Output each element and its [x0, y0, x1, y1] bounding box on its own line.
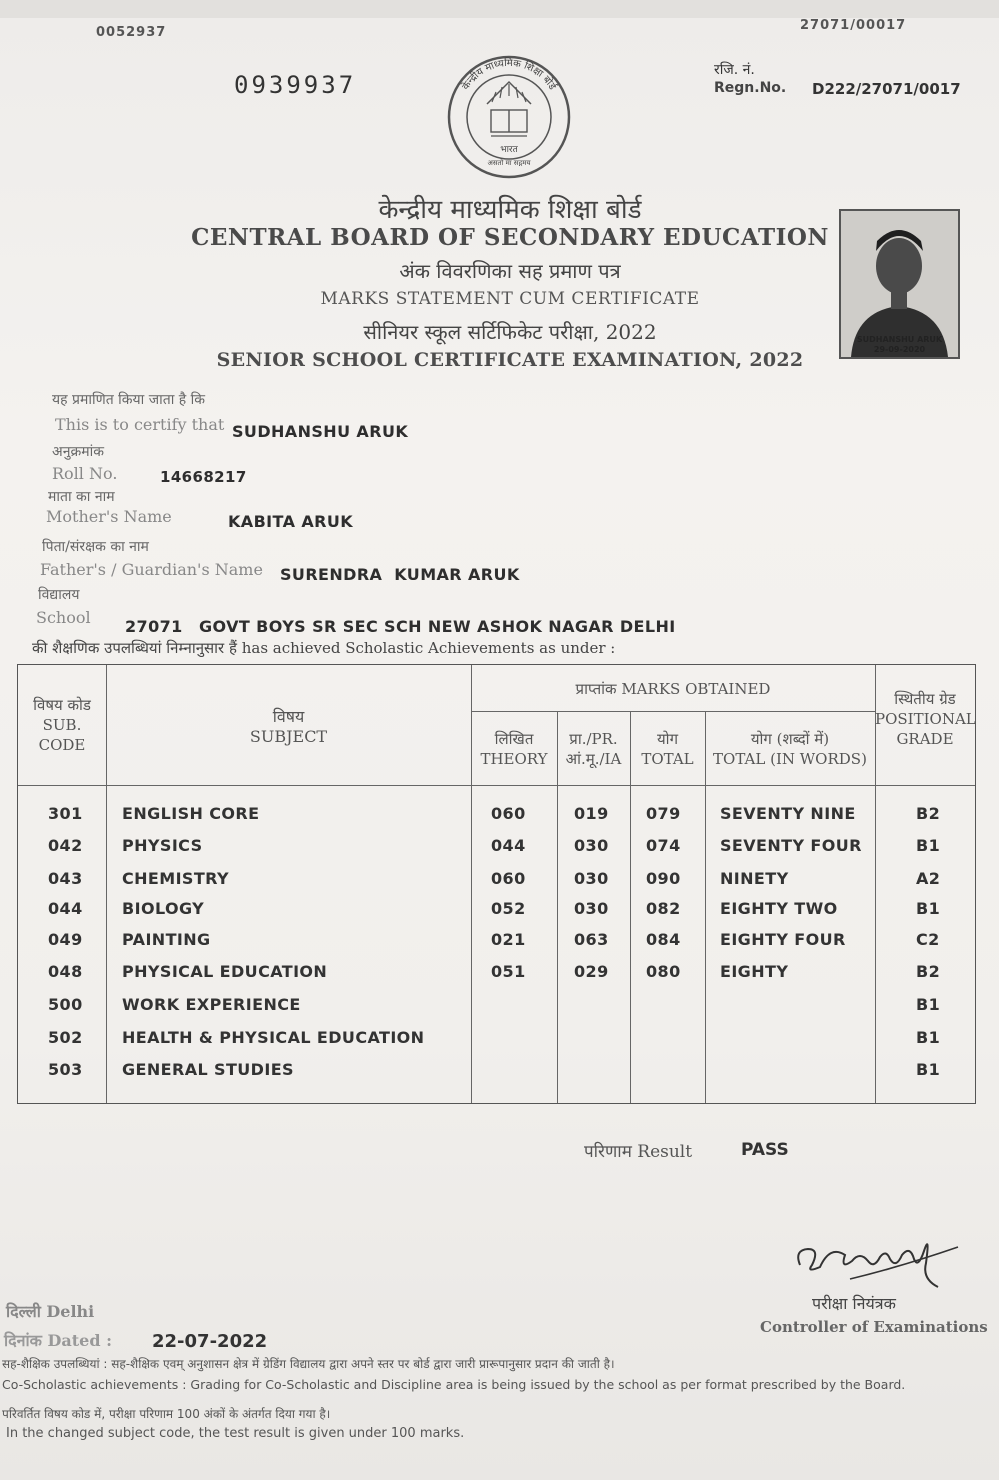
cell-total: 079	[646, 804, 681, 823]
cell-theory: 060	[491, 869, 526, 888]
cell-grade: B1	[916, 1060, 941, 1079]
header-words-hindi: योग (शब्दों में)	[750, 730, 830, 748]
exam-title: SENIOR SCHOOL CERTIFICATE EXAMINATION, 2022	[216, 349, 804, 371]
cell-total-words: EIGHTY FOUR	[720, 930, 846, 949]
cell-practical: 029	[574, 962, 609, 981]
board-name: CENTRAL BOARD OF SECONDARY EDUCATION	[191, 224, 829, 251]
cell-grade: B2	[916, 804, 941, 823]
footnote-changed: In the changed subject code, the test result is given under 100 marks.	[6, 1426, 465, 1441]
cell-total: 090	[646, 869, 681, 888]
roll-label: Roll No.	[52, 464, 118, 483]
header-grade-line2: GRADE	[896, 730, 954, 748]
header-marks: MARKS OBTAINED	[621, 680, 771, 698]
cell-subject: BIOLOGY	[122, 899, 205, 918]
serial-top-left: 0052937	[96, 25, 167, 40]
top-strip	[0, 0, 999, 18]
cell-subject: WORK EXPERIENCE	[122, 995, 301, 1014]
cell-practical: 019	[574, 804, 609, 823]
board-name-hindi: केन्द्रीय माध्यमिक शिक्षा बोर्ड	[378, 195, 642, 225]
header-words: TOTAL (IN WORDS)	[713, 750, 867, 768]
header-code-hindi: विषय कोड	[33, 696, 91, 714]
result-label: परिणाम Result	[584, 1142, 693, 1162]
cell-code: 502	[48, 1028, 83, 1047]
cell-grade: C2	[916, 930, 940, 949]
cell-code: 301	[48, 804, 83, 823]
cell-total: 082	[646, 899, 681, 918]
cell-theory: 060	[491, 804, 526, 823]
cell-subject: CHEMISTRY	[122, 869, 230, 888]
dated-label: दिनांक Dated :	[4, 1331, 112, 1350]
cbse-emblem-icon	[444, 52, 574, 182]
cell-code: 500	[48, 995, 83, 1014]
cell-practical: 030	[574, 836, 609, 855]
achievement-text: has achieved Scholastic Achievements as under :	[241, 639, 616, 657]
cell-code: 048	[48, 962, 83, 981]
footnote-changed-hindi: परिवर्तित विषय कोड में, परीक्षा परिणाम 100 अंकों के अंतर्गत दिया गया है।	[2, 1407, 331, 1421]
certify-label-hindi: यह प्रमाणित किया जाता है कि	[52, 392, 206, 408]
cell-subject: HEALTH & PHYSICAL EDUCATION	[122, 1028, 425, 1047]
cell-theory: 044	[491, 836, 526, 855]
header-theory-hindi: लिखित	[494, 730, 534, 748]
cell-code: 044	[48, 899, 83, 918]
header-grade-line1: POSITIONAL	[875, 710, 976, 728]
header-code-line1: SUB.	[42, 716, 82, 734]
cell-total: 084	[646, 930, 681, 949]
certificate-number: 0939937	[234, 71, 357, 99]
emblem-motto: असतो मा सद्गमय	[487, 159, 531, 167]
photo-caption-date: 29-09-2020	[873, 345, 926, 354]
header-ia: आं.मू./IA	[565, 750, 622, 768]
place: दिल्ली Delhi	[6, 1302, 95, 1321]
header-practical: प्रा./PR.	[569, 730, 618, 748]
mother-label: Mother's Name	[46, 507, 172, 526]
cell-code: 042	[48, 836, 83, 855]
cell-code: 043	[48, 869, 83, 888]
controller-signature	[790, 1215, 960, 1295]
exam-title-hindi: सीनियर स्कूल सर्टिफिकेट परीक्षा, 2022	[363, 320, 657, 344]
cell-practical: 030	[574, 869, 609, 888]
candidate-name: SUDHANSHU ARUK	[232, 422, 409, 441]
emblem-country: भारत	[500, 145, 518, 155]
header-grade-hindi: स्थितीय ग्रेड	[894, 690, 956, 708]
school-label-hindi: विद्यालय	[38, 587, 80, 603]
cell-subject: PHYSICS	[122, 836, 203, 855]
father-name: SURENDRA KUMAR ARUK	[280, 565, 520, 584]
header-theory: THEORY	[480, 750, 548, 768]
header-subject-hindi: विषय	[272, 707, 305, 726]
document-title: MARKS STATEMENT CUM CERTIFICATE	[320, 289, 700, 309]
cell-subject: PAINTING	[122, 930, 211, 949]
regn-number: D222/27071/0017	[812, 80, 961, 98]
marks-table	[17, 664, 976, 1104]
school-code: 27071	[125, 617, 183, 636]
father-label-hindi: पिता/संरक्षक का नाम	[42, 539, 149, 555]
cell-total-words: EIGHTY TWO	[720, 899, 838, 918]
cell-theory: 021	[491, 930, 526, 949]
regn-label: Regn.No.	[714, 80, 787, 96]
school-label: School	[36, 608, 91, 627]
cell-grade: A2	[916, 869, 941, 888]
serial-top-right: 27071/00017	[800, 18, 907, 33]
cell-subject: PHYSICAL EDUCATION	[122, 962, 328, 981]
cell-grade: B1	[916, 836, 941, 855]
document-title-hindi: अंक विवरणिका सह प्रमाण पत्र	[399, 259, 621, 283]
footnote-co: Co-Scholastic achievements : Grading for Co-Scholastic and Discipline area is being issued by the school as per format prescribed by the Board.	[2, 1377, 906, 1392]
cell-total-words: SEVENTY FOUR	[720, 836, 862, 855]
header-marks-hindi: प्राप्तांक	[575, 680, 617, 698]
candidate-photo	[839, 209, 960, 359]
cell-total-words: NINETY	[720, 869, 789, 888]
dated-value: 22-07-2022	[152, 1331, 268, 1352]
cell-theory: 052	[491, 899, 526, 918]
mother-name: KABITA ARUK	[228, 512, 354, 531]
footnote-co-hindi: सह-शैक्षिक उपलब्धियां : सह-शैक्षिक एवम् अनुशासन क्षेत्र में ग्रेडिंग विद्यालय द्वारा अपने स्तर पर बोर्ड द्वारा जारी प्रारूपानुसार प्रदान की जाती है।	[2, 1357, 615, 1371]
cell-subject: ENGLISH CORE	[122, 804, 260, 823]
header-subject: SUBJECT	[249, 727, 328, 746]
roll-label-hindi: अनुक्रमांक	[52, 444, 104, 460]
cell-grade: B2	[916, 962, 941, 981]
regn-label-hindi: रजि. नं.	[714, 62, 755, 78]
father-label: Father's / Guardian's Name	[40, 560, 263, 579]
school-name: GOVT BOYS SR SEC SCH NEW ASHOK NAGAR DELHI	[199, 617, 676, 636]
header-total: TOTAL	[641, 750, 694, 768]
result-value: PASS	[741, 1140, 789, 1160]
cell-practical: 030	[574, 899, 609, 918]
photo-caption-name: SUDHANSHU ARUK	[856, 335, 943, 344]
achievement-line	[32, 638, 615, 658]
header-total-hindi: योग	[656, 730, 679, 748]
controller-title: Controller of Examinations	[760, 1318, 988, 1336]
certify-label: This is to certify that	[55, 415, 225, 434]
cell-code: 049	[48, 930, 83, 949]
mother-label-hindi: माता का नाम	[48, 489, 115, 505]
emblem-arc-text: केन्द्रीय माध्यमिक शिक्षा बोर्ड	[460, 57, 558, 93]
cell-theory: 051	[491, 962, 526, 981]
cell-total-words: SEVENTY NINE	[720, 804, 856, 823]
header-code-line2: CODE	[38, 736, 86, 754]
cell-subject: GENERAL STUDIES	[122, 1060, 294, 1079]
cell-total-words: EIGHTY	[720, 962, 789, 981]
cell-grade: B1	[916, 899, 941, 918]
cell-total: 074	[646, 836, 681, 855]
cell-total: 080	[646, 962, 681, 981]
cell-grade: B1	[916, 1028, 941, 1047]
achievement-hindi: की शैक्षणिक उपलब्धियां निम्नानुसार हैं	[32, 639, 237, 657]
cell-code: 503	[48, 1060, 83, 1079]
roll-number: 14668217	[160, 468, 247, 486]
cell-practical: 063	[574, 930, 609, 949]
cell-grade: B1	[916, 995, 941, 1014]
controller-title-hindi: परीक्षा नियंत्रक	[812, 1294, 896, 1313]
header-marks-obtained	[471, 679, 875, 699]
